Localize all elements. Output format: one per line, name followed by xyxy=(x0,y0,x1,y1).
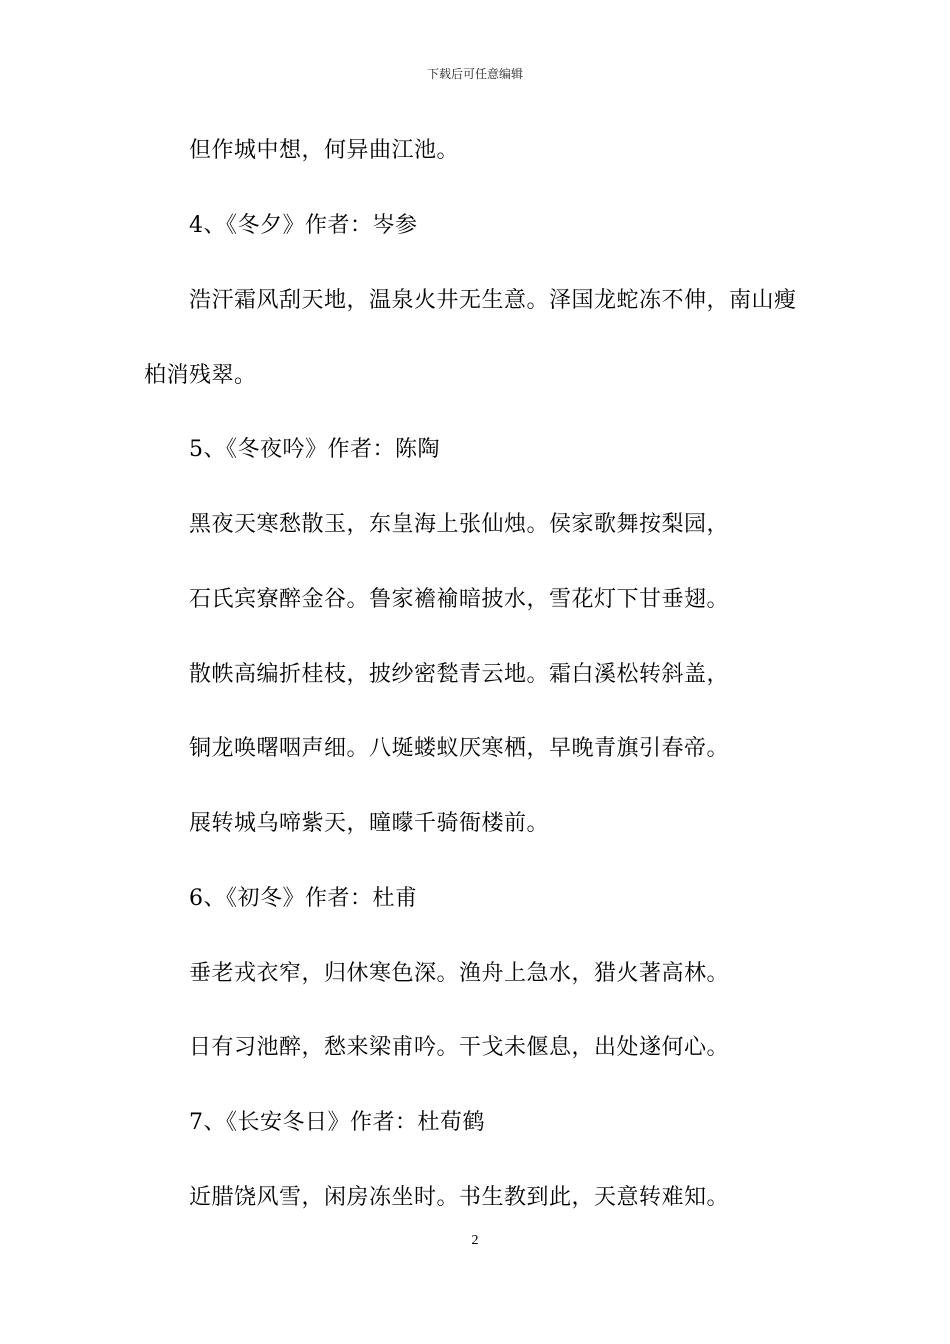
poem-heading: 4、《冬夕》作者：岑参 xyxy=(189,213,418,238)
text-line: 黑夜天寒愁散玉，东皇海上张仙烛。侯家歌舞按梨园， xyxy=(189,512,730,537)
text-line: 但作城中想，何异曲江池。 xyxy=(189,138,460,163)
text-line: 展转城乌啼紫天，曈曚千骑衙楼前。 xyxy=(189,811,550,836)
text-line: 石氏宾寮醉金谷。鲁家襜褕暗披水，雪花灯下甘垂翅。 xyxy=(189,587,730,612)
text-line: 柏消残翠。 xyxy=(144,363,257,388)
page-header: 下载后可任意编辑 xyxy=(426,67,523,81)
text-line: 铜龙唤曙咽声细。八埏蝼蚁厌寒栖，早晚青旗引春帝。 xyxy=(189,736,730,761)
text-line: 近腊饶风雪，闲房冻坐时。书生教到此，天意转难知。 xyxy=(189,1185,730,1210)
text-line: 日有习池醉，愁来梁甫吟。干戈未偃息，出处遂何心。 xyxy=(189,1035,730,1060)
text-line: 垂老戎衣窄，归休寒色深。渔舟上急水，猎火著高林。 xyxy=(189,961,730,986)
page-number: 2 xyxy=(471,1233,479,1248)
text-line: 散帙高编折桂枝，披纱密甃青云地。霜白溪松转斜盖， xyxy=(189,662,730,687)
poem-heading: 7、《长安冬日》作者：杜荀鹤 xyxy=(189,1110,485,1135)
text-line: 浩汗霜风刮天地，温泉火井无生意。泽国龙蛇冻不伸，南山瘦 xyxy=(189,288,797,313)
poem-heading: 5、《冬夜吟》作者：陈陶 xyxy=(189,437,440,462)
poem-heading: 6、《初冬》作者：杜甫 xyxy=(189,886,418,911)
